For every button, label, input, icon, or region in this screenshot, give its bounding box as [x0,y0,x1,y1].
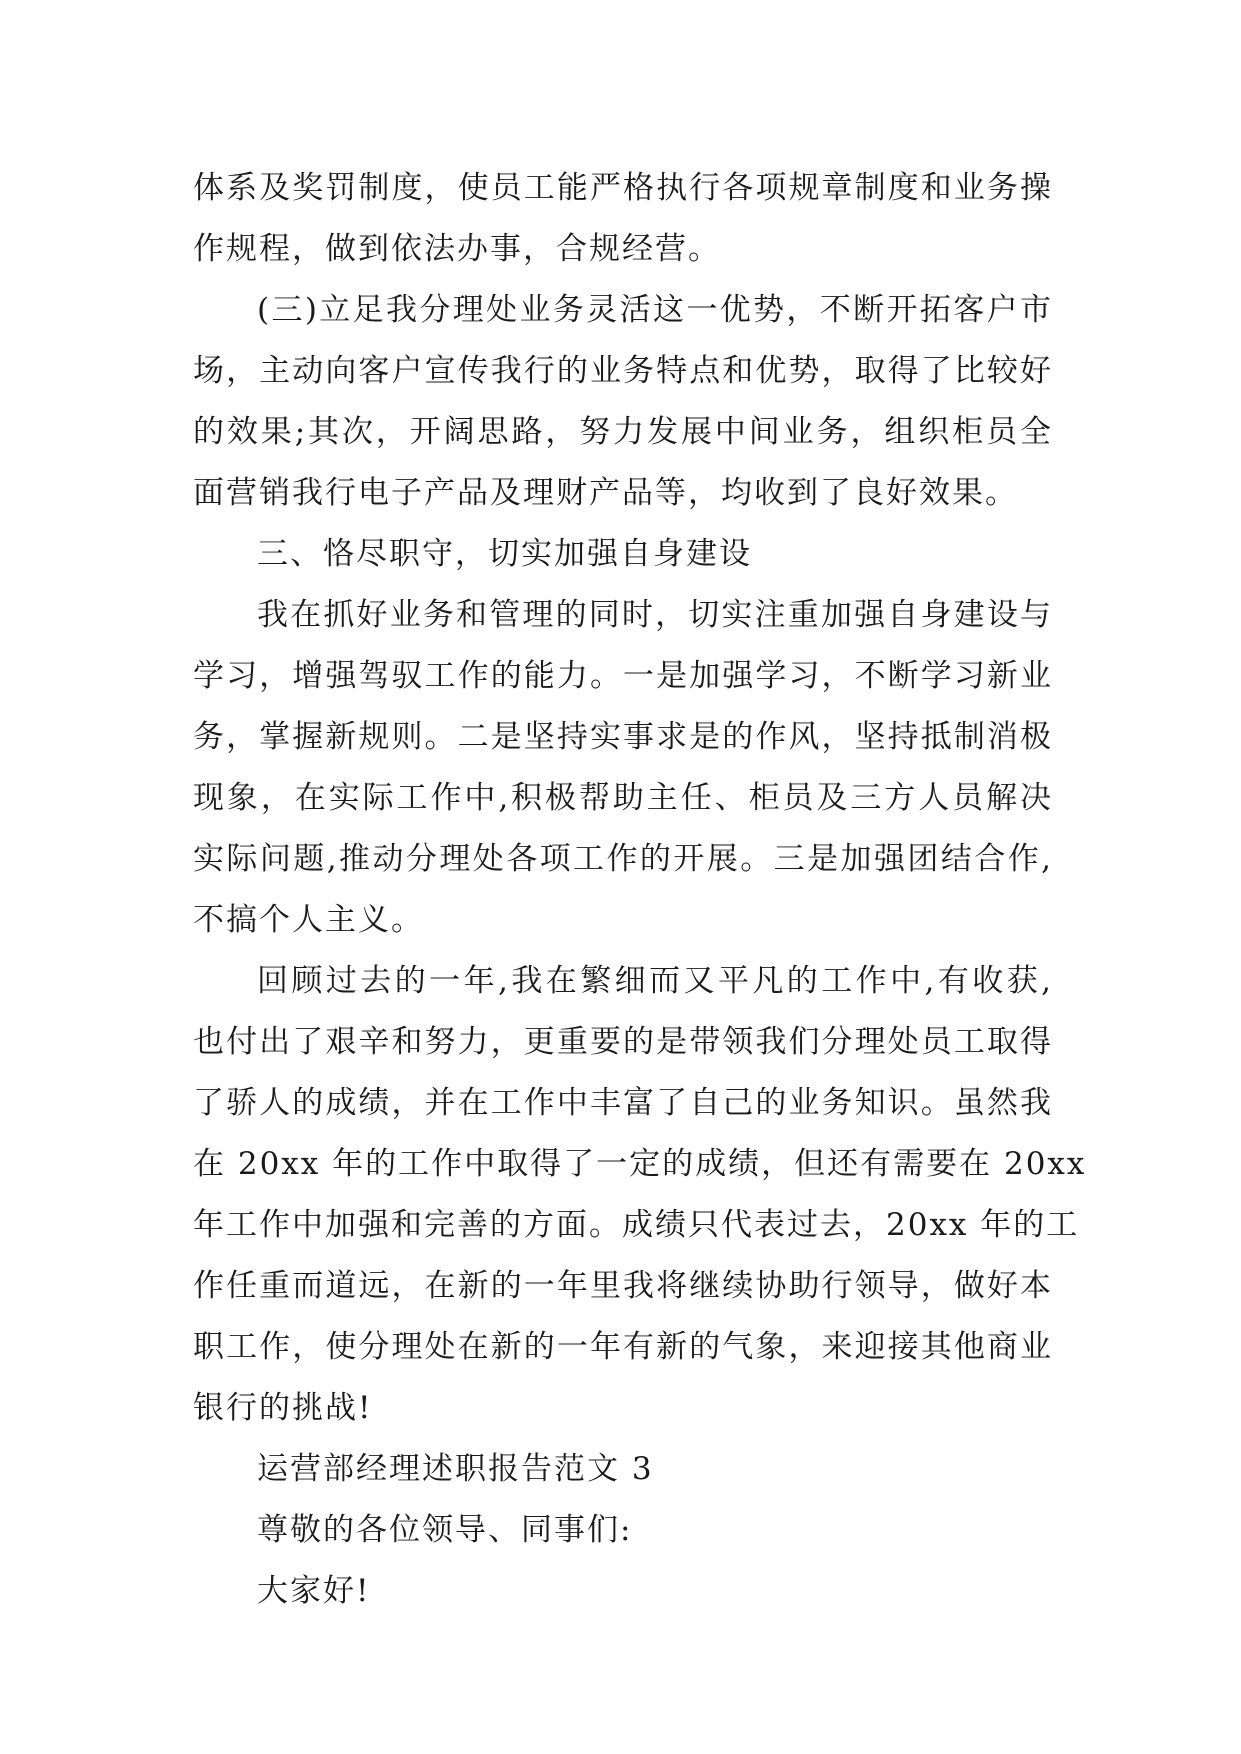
document-page [193,158,1087,1622]
section-heading: 三、恪尽职守，切实加强自身建设 [257,536,752,572]
paragraph-line: 的效果;其次，开阔思路，努力发展中间业务，组织柜员全 [193,414,1053,450]
paragraph-line: 面营销我行电子产品及理财产品等，均收到了良好效果。 [193,475,1018,511]
paragraph-line: 我在抓好业务和管理的同时，切实注重加强自身建设与 [257,597,1053,633]
greeting: 大家好! [257,1573,371,1609]
document-title: 运营部经理述职报告范文 3 [257,1451,654,1487]
paragraph-line: 作任重而道远，在新的一年里我将继续协助行领导，做好本 [193,1268,1053,1304]
salutation: 尊敬的各位领导、同事们: [257,1512,633,1548]
paragraph-line: 年工作中加强和完善的方面。成绩只代表过去，20xx 年的工 [193,1207,1080,1243]
paragraph-line: 回顾过去的一年,我在繁细而又平凡的工作中,有收获, [257,963,1053,999]
paragraph-line: 了骄人的成绩，并在工作中丰富了自己的业务知识。虽然我 [193,1085,1053,1121]
paragraph-line: 作规程，做到依法办事，合规经营。 [193,231,721,267]
paragraph-line: 体系及奖罚制度，使员工能严格执行各项规章制度和业务操 [193,170,1053,206]
paragraph-line: 现象，在实际工作中,积极帮助主任、柜员及三方人员解决 [193,780,1053,816]
paragraph-line: 实际问题,推动分理处各项工作的开展。三是加强团结合作, [193,841,1053,877]
paragraph-line: 银行的挑战! [193,1390,373,1426]
paragraph-line: 学习，增强驾驭工作的能力。一是加强学习，不断学习新业 [193,658,1053,694]
paragraph-line: 在 20xx 年的工作中取得了一定的成绩，但还有需要在 20xx [193,1146,1087,1182]
paragraph-line: 也付出了艰辛和努力，更重要的是带领我们分理处员工取得 [193,1024,1053,1060]
paragraph-line: (三)立足我分理处业务灵活这一优势，不断开拓客户市 [257,292,1053,328]
paragraph-line: 职工作，使分理处在新的一年有新的气象，来迎接其他商业 [193,1329,1053,1365]
paragraph-line: 务，掌握新规则。二是坚持实事求是的作风，坚持抵制消极 [193,719,1053,755]
paragraph-line: 场，主动向客户宣传我行的业务特点和优势，取得了比较好 [193,353,1053,389]
paragraph-line: 不搞个人主义。 [193,902,424,938]
